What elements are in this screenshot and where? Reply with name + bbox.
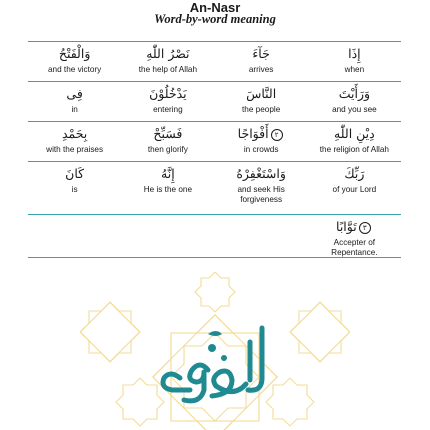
word-cell [308,82,401,121]
word-cell [121,42,214,81]
word-cell-empty [215,215,308,257]
word-cell [308,42,401,81]
arabic-word-text: أَفْوَاجًا [237,126,269,141]
english-meaning: and seek His forgiveness [237,185,285,204]
arabic-word: فِى [66,86,83,101]
arabic-word: فَسَبِّحْ [153,126,183,141]
english-meaning: entering [153,105,183,114]
word-cell-empty [28,215,121,257]
word-cell [215,122,308,161]
table-row [28,121,401,161]
english-meaning: and the victory [48,65,102,74]
arabic-word: وَرَأَيْتَ [338,86,371,101]
english-meaning: is [71,185,78,194]
arabic-word: يَدْخُلُوْنَ [149,86,187,101]
english-meaning: the religion of Allah [319,145,389,154]
arabic-word [336,218,373,238]
english-meaning: He is the one [143,185,192,194]
arabic-word: نَصْرُ اللّٰهِ [146,46,190,61]
english-meaning: and you see [332,105,377,114]
word-cell [215,162,308,214]
arabic-word: وَالْفَتْحُ [58,46,91,61]
word-cell [121,122,214,161]
page-title: An-Nasr [189,0,241,15]
table-row [28,41,401,81]
arabic-word: دِيْنِ اللّٰهِ [334,126,375,141]
english-meaning: of your Lord [332,185,377,194]
word-grid [28,41,401,258]
english-meaning: in crowds [243,145,279,154]
table-row [28,214,401,258]
page-subtitle: Word-by-word meaning [154,12,276,26]
english-meaning: arrives [248,65,274,74]
word-cell [308,215,401,257]
word-cell [28,122,121,161]
word-cell [308,122,401,161]
calligraphy-logo [150,320,280,410]
table-row [28,81,401,121]
word-cell [28,82,121,121]
word-cell-empty [121,215,214,257]
arabic-word [348,45,361,65]
arabic-word: بِحَمْدِ [61,126,88,141]
arabic-word: وَاسْتَغْفِرْهُ [236,166,286,181]
word-cell [215,42,308,81]
arabic-word [238,125,285,145]
word-cell [28,162,121,214]
english-meaning: the help of Allah [138,65,198,74]
arabic-word: إِنَّهُ [161,166,175,181]
arabic-word: النَّاسَ [246,86,277,101]
english-meaning: when [344,65,365,74]
ayah-number-marker: ٢ [271,129,283,141]
ayah-number-marker: ٣ [359,222,371,234]
english-meaning: Accepter of Repentance. [331,238,378,257]
arabic-word-text: إِذَا [348,46,361,61]
word-cell [28,42,121,81]
english-meaning: then glorify [147,145,188,154]
word-cell [215,82,308,121]
word-cell [308,162,401,214]
english-meaning: in [71,105,78,114]
arabic-word: جَآءَ [252,46,270,61]
word-cell [121,82,214,121]
english-meaning: the people [242,105,281,114]
arabic-word: كَانَ [65,166,85,181]
table-row [28,161,401,214]
arabic-word-text: تَوَّابًا [336,219,357,234]
english-meaning: with the praises [46,145,104,154]
arabic-word: رَبِّكَ [344,166,365,181]
word-cell [121,162,214,214]
